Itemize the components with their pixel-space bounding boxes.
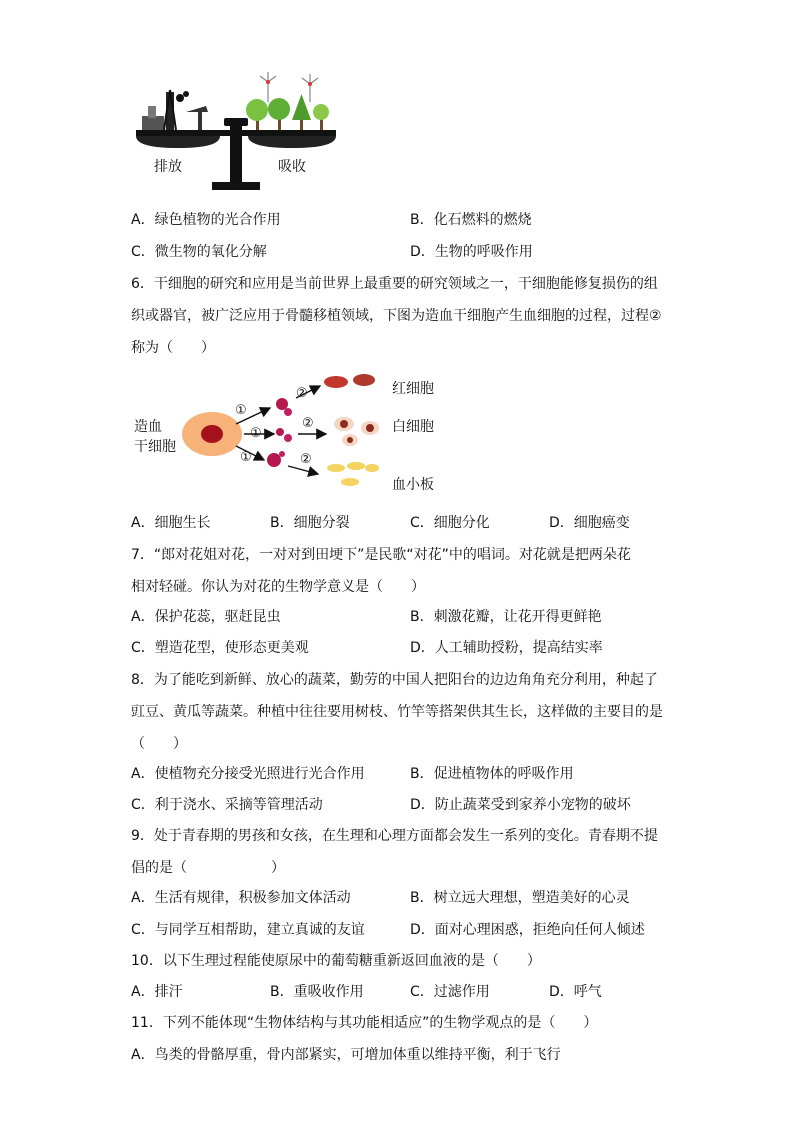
q8-option-c[interactable]: C．利于浇水、采摘等管理活动	[131, 797, 323, 813]
q9-option-a[interactable]: A．生活有规律，积极参加文体活动	[131, 890, 351, 906]
q9-stem-line-1: 9．处于青春期的男孩和女孩，在生理和心理方面都会发生一系列的变化。青春期不提	[131, 828, 658, 844]
q10-stem: 10．以下生理过程能使原尿中的葡萄糖重新返回血液的是（ ）	[131, 953, 541, 969]
wind-turbine-icon	[260, 72, 318, 102]
q9-option-c[interactable]: C．与同学互相帮助，建立真诚的友谊	[131, 922, 365, 938]
q11-option-a[interactable]: A．鸟类的骨骼厚重，骨内部紧实，可增加体重以维持平衡，利于飞行	[131, 1047, 561, 1063]
platelet	[327, 464, 345, 472]
q6-option-b[interactable]: B．细胞分裂	[270, 515, 350, 531]
q10-option-c[interactable]: C．过滤作用	[410, 984, 490, 1000]
q5-option-b[interactable]: B．化石燃料的燃烧	[410, 212, 532, 228]
q6-option-d[interactable]: D．细胞癌变	[549, 515, 630, 531]
q7-stem-line-2: 相对轻碰。你认为对花的生物学意义是（ ）	[131, 579, 425, 595]
q8-stem-line-2: 豇豆、黄瓜等蔬菜。种植中往往要用树枝、竹竿等搭架供其生长，这样做的主要目的是	[131, 704, 663, 720]
q8-stem-line-3: （ ）	[131, 736, 187, 752]
q6-option-a[interactable]: A．细胞生长	[131, 515, 211, 531]
red-blood-cell	[324, 376, 348, 388]
left-pan	[136, 136, 220, 148]
stem-cell-label-2: 干细胞	[134, 439, 176, 455]
right-pan	[248, 136, 336, 148]
q11-stem: 11．下列不能体现“生物体结构与其功能相适应”的生物学观点的是（ ）	[131, 1015, 598, 1031]
step-2-label-c: ②	[300, 452, 312, 467]
step-1-label-b: ①	[250, 426, 262, 441]
q10-option-d[interactable]: D．呼气	[549, 984, 602, 1000]
q5-option-a[interactable]: A．绿色植物的光合作用	[131, 212, 281, 228]
q8-option-b[interactable]: B．促进植物体的呼吸作用	[410, 766, 574, 782]
q6-stem-line-2: 织或器官，被广泛应用于骨髓移植领域，下图为造血干细胞产生血细胞的过程，过程②	[131, 308, 662, 324]
scale-post	[230, 122, 242, 182]
emission-label: 排放	[154, 159, 182, 175]
q7-stem-line-1: 7．“郎对花姐对花，一对对到田埂下”是民歌“对花”中的唱词。对花就是把两朵花	[131, 547, 631, 563]
step-1-label-a: ①	[235, 403, 247, 418]
q10-option-b[interactable]: B．重吸收作用	[270, 984, 364, 1000]
red-cell-label: 红细胞	[392, 381, 434, 397]
step-2-label-a: ②	[296, 386, 308, 401]
stem-cell-label-1: 造血	[134, 419, 162, 435]
q6-option-c[interactable]: C．细胞分化	[410, 515, 490, 531]
factory-icon	[142, 90, 208, 130]
platelet-label: 血小板	[392, 477, 434, 493]
q5-option-c[interactable]: C．微生物的氧化分解	[131, 244, 267, 260]
absorption-label: 吸收	[278, 159, 306, 175]
q7-option-a[interactable]: A．保护花蕊，驱赶昆虫	[131, 609, 281, 625]
q6-stem-line-3: 称为（ ）	[131, 340, 215, 356]
q6-stem-line-1: 6．干细胞的研究和应用是当前世界上最重要的研究领域之一，干细胞能修复损伤的组	[131, 276, 658, 292]
scale-base	[212, 182, 260, 190]
q9-stem-line-2: 倡的是（ ）	[131, 860, 285, 876]
blood-cell-differentiation-figure	[178, 368, 388, 498]
step-1-label-c: ①	[240, 450, 252, 465]
q8-option-d[interactable]: D．防止蔬菜受到家养小宠物的破坏	[410, 797, 631, 813]
q7-option-b[interactable]: B．刺激花瓣，让花开得更鲜艳	[410, 609, 602, 625]
q8-option-a[interactable]: A．使植物充分接受光照进行光合作用	[131, 766, 365, 782]
q7-option-d[interactable]: D．人工辅助授粉，提高结实率	[410, 640, 603, 656]
white-cell-label: 白细胞	[392, 419, 434, 435]
q8-stem-line-1: 8．为了能吃到新鲜、放心的蔬菜，勤劳的中国人把阳台的边边角角充分利用，种起了	[131, 672, 658, 688]
q10-option-a[interactable]: A．排汗	[131, 984, 183, 1000]
trees-icon	[246, 94, 329, 130]
q9-option-b[interactable]: B．树立远大理想，塑造美好的心灵	[410, 890, 630, 906]
q7-option-c[interactable]: C．塑造花型，使形态更美观	[131, 640, 309, 656]
q9-option-d[interactable]: D．面对心理困惑，拒绝向任何人倾述	[410, 922, 645, 938]
q5-option-d[interactable]: D．生物的呼吸作用	[410, 244, 533, 260]
step-2-label-b: ②	[302, 416, 314, 431]
